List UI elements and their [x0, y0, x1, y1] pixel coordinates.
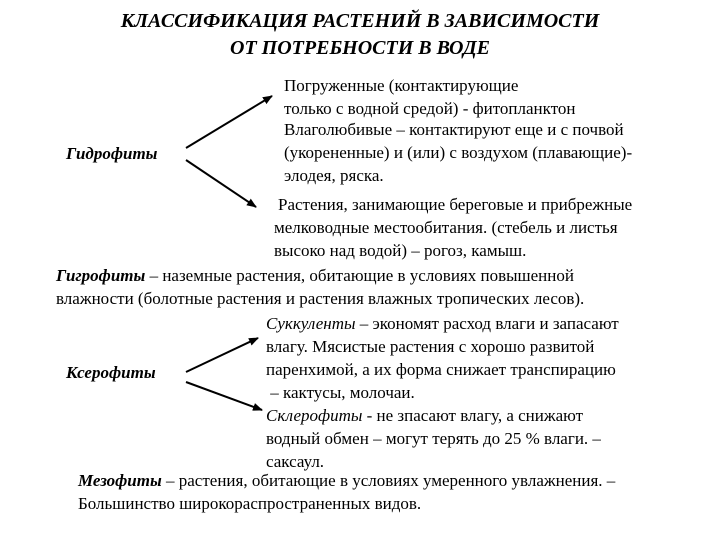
shore-line: мелководные местообитания. (стебель и листья — [274, 218, 618, 237]
hygrophytes-line-2: влажности (болотные растения и растения влажных тропических лесов). — [56, 289, 585, 308]
water-loving-line: элодея, ряска. — [284, 166, 384, 185]
arrow-to-succulents — [186, 338, 258, 372]
water-loving-description — [284, 118, 632, 187]
mesophytes-term: Мезофиты — [78, 471, 162, 490]
arrow-to-sclerophytes — [186, 382, 262, 410]
shore-plants-description — [274, 193, 632, 262]
xerophytes-label: Ксерофиты — [66, 363, 156, 382]
hygrophytes-description — [56, 264, 584, 310]
succulents-line: влагу. Мясистые растения с хорошо развитой — [266, 337, 595, 356]
arrow-to-submerged — [186, 96, 272, 148]
mesophytes-line-1-text: – растения, обитающие в условиях умеренного увлажнения. – — [161, 471, 616, 490]
water-loving-line: (укорененные) и (или) с воздухом (плавающие)- — [284, 143, 633, 162]
submerged-description — [284, 74, 576, 120]
water-loving-line: Влаголюбивые – контактируют еще и с почвой — [284, 120, 624, 139]
sclerophytes-line-1 — [266, 404, 601, 427]
submerged-line: только с водной средой) - фитопланктон — [284, 99, 576, 118]
mesophytes-line-1 — [78, 469, 615, 492]
submerged-line: Погруженные (контактирующие — [284, 76, 519, 95]
shore-line: Растения, занимающие береговые и прибрежные — [278, 195, 633, 214]
arrow-to-shore — [186, 160, 256, 207]
succulents-description — [266, 312, 619, 404]
succulents-line-1-text: – экономят расход влаги и запасают — [355, 314, 619, 333]
mesophytes-description — [78, 469, 615, 515]
title-line-2: ОТ ПОТРЕБНОСТИ В ВОДЕ — [230, 37, 490, 59]
hygrophytes-line-1 — [56, 264, 584, 287]
hygrophytes-line-1-text: – наземные растения, обитающие в условиях повышенной — [145, 266, 574, 285]
succulents-line-1 — [266, 312, 619, 335]
sclerophytes-line-1-text: - не зпасают влагу, а снижают — [362, 406, 584, 425]
hygrophytes-term: Гигрофиты — [56, 266, 146, 285]
hydrophytes-label: Гидрофиты — [66, 144, 158, 163]
mesophytes-line-2: Большинство широкораспространенных видов. — [78, 494, 422, 513]
title-line-1: КЛАССИФИКАЦИЯ РАСТЕНИЙ В ЗАВИСИМОСТИ — [120, 10, 600, 32]
succulents-line: паренхимой, а их форма снижает транспирацию — [266, 360, 616, 379]
sclerophytes-line: саксаул. — [266, 452, 325, 471]
succulents-line: – кактусы, молочаи. — [266, 383, 415, 402]
sclerophytes-term: Склерофиты — [266, 406, 363, 425]
succulents-term: Суккуленты — [266, 314, 356, 333]
shore-line: высоко над водой) – рогоз, камыш. — [274, 241, 527, 260]
sclerophytes-description — [266, 404, 601, 473]
sclerophytes-line: водный обмен – могут терять до 25 % влаги. – — [266, 429, 601, 448]
